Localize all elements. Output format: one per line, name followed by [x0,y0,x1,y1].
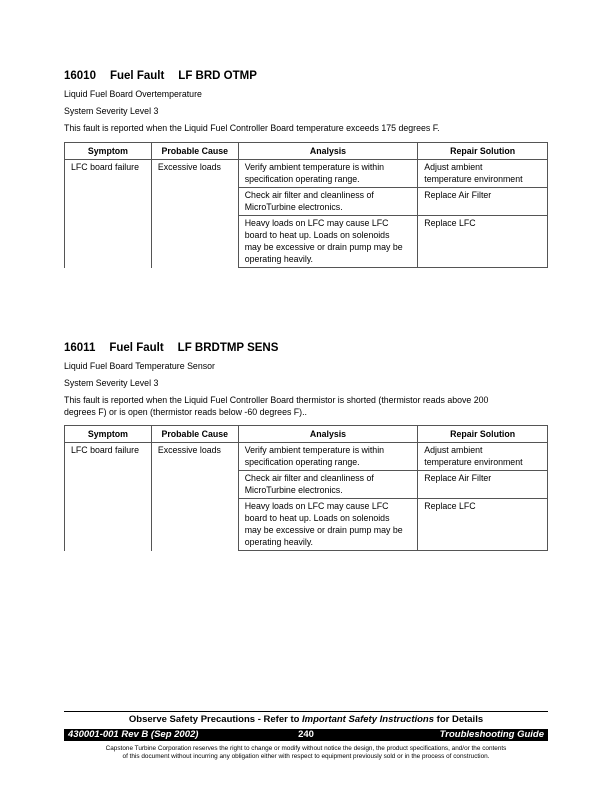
analysis-cell: Check air filter and cleanliness of MicroTurbine electronics. [238,188,418,216]
fault-severity: System Severity Level 3 [64,106,159,116]
solution-header: Repair Solution [418,143,548,160]
fault-severity: System Severity Level 3 [64,378,159,388]
document-id: 430001-001 Rev B (Sep 2002) [68,729,199,740]
symptom-header: Symptom [65,143,152,160]
analysis-cell: Verify ambient temperature is within specification operating range. [238,443,418,471]
fault-report-text-line2: degrees F) or is open (thermistor reads below -60 degrees F).. [64,407,307,417]
symptom-cell: LFC board failure [65,443,152,551]
fault-section-16011 [64,341,548,418]
cause-header: Probable Cause [151,143,238,160]
symptom-header: Symptom [65,426,152,443]
solution-cell: Adjust ambient temperature environment [418,160,548,188]
fault-description: Liquid Fuel Board Overtemperature [64,89,202,99]
solution-cell: Adjust ambient temperature environment [418,443,548,471]
guide-title: Troubleshooting Guide [439,729,544,740]
table-row [65,160,548,188]
analysis-cell: Heavy loads on LFC may cause LFC board to heat up. Loads on solenoids may be excessive or drain pump may be operating heavily. [238,499,418,551]
cause-cell: Excessive loads [151,443,238,551]
fault-code: 16010 [64,70,96,82]
fault-code: 16011 [64,342,96,354]
solution-cell: Replace LFC [418,216,548,268]
cause-cell: Excessive loads [151,160,238,268]
safety-instructions-reference: Important Safety Instructions [302,714,435,725]
cause-header: Probable Cause [151,426,238,443]
symptom-cell: LFC board failure [65,160,152,268]
analysis-header: Analysis [238,143,418,160]
page-number: 240 [298,729,314,740]
fault-report-text: This fault is reported when the Liquid Fuel Controller Board temperature exceeds 175 degrees F. [64,123,440,133]
footer-bar [64,729,548,741]
safety-notice: Observe Safety Precautions - Refer to Important Safety Instructions for Details [128,714,484,725]
fault-report-text-line1: This fault is reported when the Liquid Fuel Controller Board thermistor is shorted (thermistor reads above 200 [64,395,489,405]
fault-title [64,341,548,355]
analysis-cell: Check air filter and cleanliness of MicroTurbine electronics. [238,471,418,499]
fault-description: Liquid Fuel Board Temperature Sensor [64,361,215,371]
footer-divider [64,711,548,712]
analysis-cell: Verify ambient temperature is within specification operating range. [238,160,418,188]
solution-cell: Replace Air Filter [418,188,548,216]
table-header-row [65,426,548,443]
fault-name: LF BRD OTMP [178,70,257,82]
table-row [65,443,548,471]
fault-title [64,69,548,83]
analysis-cell: Heavy loads on LFC may cause LFC board to heat up. Loads on solenoids may be excessive or drain pump may be operating heavily. [238,216,418,268]
fault-name: LF BRDTMP SENS [177,342,279,354]
fault-table-16010 [64,142,548,268]
fault-table-16011 [64,425,548,551]
fault-category: Fuel Fault [109,342,164,354]
solution-header: Repair Solution [418,426,548,443]
table-header-row [65,143,548,160]
analysis-header: Analysis [238,426,418,443]
solution-cell: Replace Air Filter [418,471,548,499]
fault-category: Fuel Fault [109,70,165,82]
solution-cell: Replace LFC [418,499,548,551]
legal-disclaimer: Capstone Turbine Corporation reserves the right to change or modify without notice the design, the product specifications, and/or the contents of this document without incurring any obligation either with respect to equipment previously sold or in the process of construction. [105,745,507,760]
fault-section-16010 [64,69,548,134]
